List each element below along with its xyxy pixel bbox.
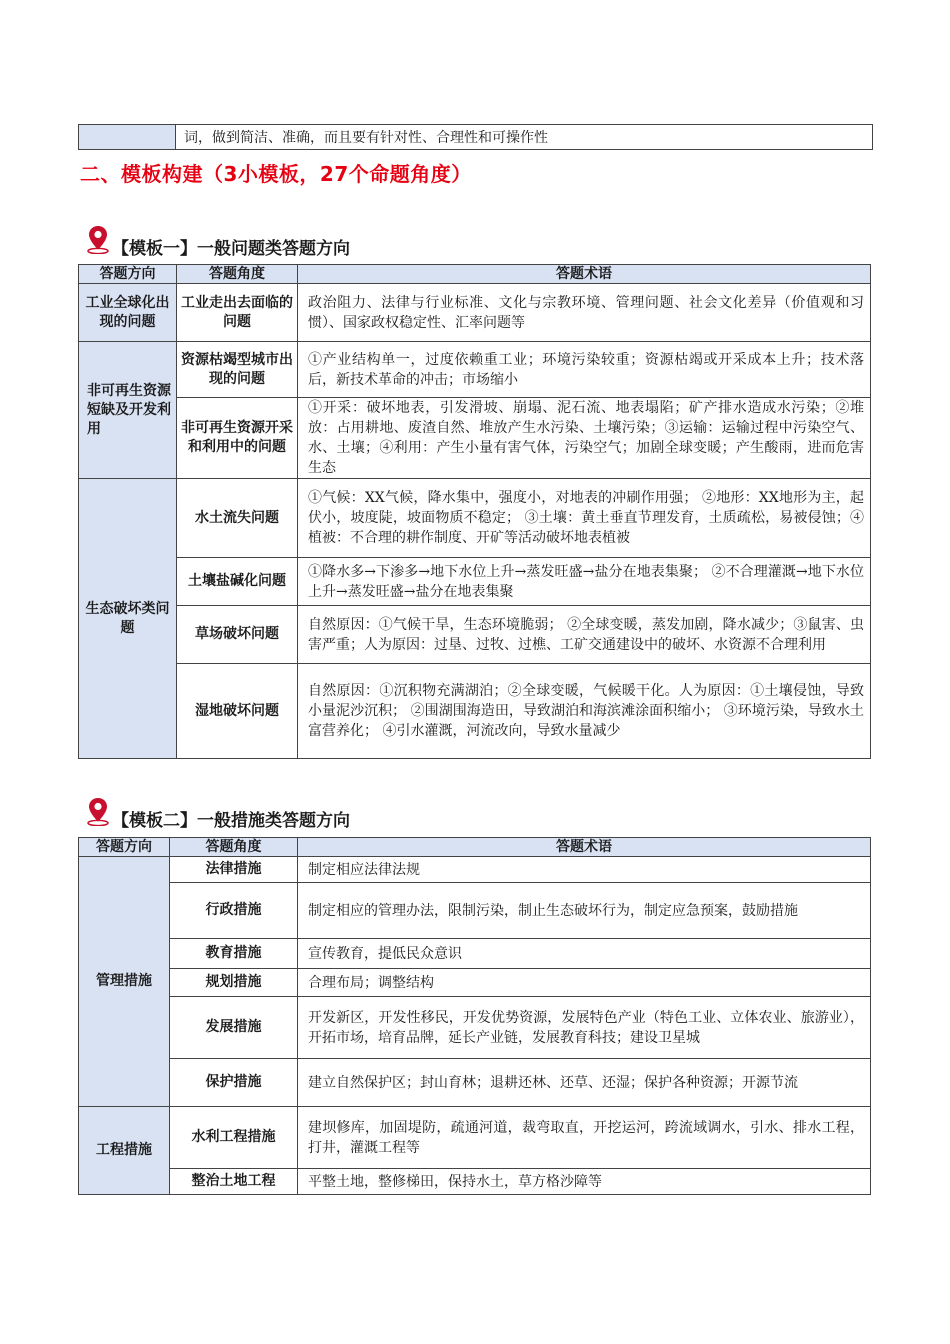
- table-row: [79, 857, 871, 883]
- table-row: [79, 342, 871, 398]
- angle-cell: 土壤盐碱化问题: [177, 558, 298, 606]
- template2-title-row: [86, 796, 350, 831]
- direction-cell: 非可再生资源短缺及开发利用: [79, 342, 177, 479]
- header-angle: 答题角度: [177, 265, 298, 284]
- table-row: [79, 1169, 871, 1195]
- table-row: [79, 606, 871, 664]
- header-terms: 答题术语: [298, 265, 871, 284]
- terms-cell: 建立自然保护区；封山育林；退耕还林、还草、还湿；保护各种资源；开源节流: [298, 1059, 871, 1107]
- table-row: [79, 939, 871, 969]
- header-direction: 答题方向: [79, 838, 170, 857]
- terms-cell: 政治阻力、法律与行业标准、文化与宗教环境、管理问题、社会文化差异（价值观和习惯）、国家政权稳定性、汇率问题等: [298, 284, 871, 342]
- angle-cell: 整治土地工程: [170, 1169, 298, 1195]
- table-row: [79, 1107, 871, 1169]
- terms-cell: 建坝修库，加固堤防，疏通河道，裁弯取直，开挖运河，跨流域调水，引水、排水工程，打井，灌溉工程等: [298, 1107, 871, 1169]
- table-row: [79, 664, 871, 759]
- template2-table: [78, 837, 871, 1195]
- direction-cell: 管理措施: [79, 857, 170, 1107]
- template1-table: [78, 264, 871, 759]
- angle-cell: 资源枯竭型城市出现的问题: [177, 342, 298, 398]
- header-direction: 答题方向: [79, 265, 177, 284]
- angle-cell: 发展措施: [170, 997, 298, 1059]
- table-row: [79, 558, 871, 606]
- terms-cell: 自然原因：①沉积物充满湖泊；②全球变暖，气候暖干化。人为原因：①土壤侵蚀，导致小量泥沙沉积； ②围湖围海造田，导致湖泊和海滨滩涂面积缩小； ③环境污染，导致水土富营养化； ④引水灌溉，河流改向，导致水量减少: [298, 664, 871, 759]
- header-angle: 答题角度: [170, 838, 298, 857]
- angle-cell: 草场破坏问题: [177, 606, 298, 664]
- table-row: [79, 1059, 871, 1107]
- header-terms: 答题术语: [298, 838, 871, 857]
- template1-title: 【模板一】一般问题类答题方向: [112, 239, 350, 259]
- angle-cell: 工业走出去面临的问题: [177, 284, 298, 342]
- map-pin-icon: [86, 224, 112, 259]
- angle-cell: 湿地破坏问题: [177, 664, 298, 759]
- terms-cell: 制定相应法律法规: [298, 857, 871, 883]
- terms-cell: 制定相应的管理办法，限制污染，制止生态破坏行为，制定应急预案，鼓励措施: [298, 883, 871, 939]
- section-heading: 二、模板构建（3小模板，27个命题角度）: [80, 162, 472, 186]
- table-row: [79, 883, 871, 939]
- carryover-table: [78, 124, 873, 150]
- terms-cell: ①气候：XX气候，降水集中，强度小，对地表的冲刷作用强； ②地形：XX地形为主，起伏小，坡度陡，坡面物质不稳定； ③土壤：黄土垂直节理发育，土质疏松，易被侵蚀；④植被：不合理的耕作制度、开矿等活动破坏地表植被: [298, 479, 871, 558]
- angle-cell: 水利工程措施: [170, 1107, 298, 1169]
- angle-cell: 非可再生资源开采和利用中的问题: [177, 398, 298, 479]
- angle-cell: 规划措施: [170, 969, 298, 997]
- angle-cell: 保护措施: [170, 1059, 298, 1107]
- terms-cell: 合理布局；调整结构: [298, 969, 871, 997]
- table-header-row: [79, 838, 871, 857]
- terms-cell: ①降水多→下渗多→地下水位上升→蒸发旺盛→盐分在地表集聚； ②不合理灌溉→地下水位上升→蒸发旺盛→盐分在地表集聚: [298, 558, 871, 606]
- template2-title: 【模板二】一般措施类答题方向: [112, 811, 350, 831]
- carryover-shaded-cell: [79, 125, 176, 150]
- table-row: [79, 997, 871, 1059]
- direction-cell: 生态破坏类问题: [79, 479, 177, 759]
- table-row: [79, 398, 871, 479]
- terms-cell: ①开采：破坏地表，引发滑坡、崩塌、泥石流、地表塌陷；矿产排水造成水污染；②堆放：占用耕地、废渣自然、堆放产生水污染、土壤污染；③运输：运输过程中污染空气、水、土壤；④利用：产生小量有害气体，污染空气；加剧全球变暖；产生酸雨，进而危害生态: [298, 398, 871, 479]
- angle-cell: 法律措施: [170, 857, 298, 883]
- angle-cell: 教育措施: [170, 939, 298, 969]
- angle-cell: 水土流失问题: [177, 479, 298, 558]
- angle-cell: 行政措施: [170, 883, 298, 939]
- terms-cell: ①产业结构单一，过度依赖重工业；环境污染较重；资源枯竭或开采成本上升；技术落后，新技术革命的冲击；市场缩小: [298, 342, 871, 398]
- terms-cell: 开发新区，开发性移民，开发优势资源，发展特色产业（特色工业、立体农业、旅游业），开拓市场，培育品牌，延长产业链，发展教育科技；建设卫星城: [298, 997, 871, 1059]
- terms-cell: 平整土地，整修梯田，保持水土，草方格沙障等: [298, 1169, 871, 1195]
- map-pin-icon: [86, 796, 112, 831]
- table-row: [79, 284, 871, 342]
- direction-cell: 工业全球化出现的问题: [79, 284, 177, 342]
- direction-cell: 工程措施: [79, 1107, 170, 1195]
- table-row: [79, 479, 871, 558]
- table-row: [79, 969, 871, 997]
- table-header-row: [79, 265, 871, 284]
- template1-title-row: [86, 224, 350, 259]
- carryover-text: 词，做到简洁、准确，而且要有针对性、合理性和可操作性: [176, 125, 873, 150]
- terms-cell: 宣传教育，提低民众意识: [298, 939, 871, 969]
- terms-cell: 自然原因：①气候干旱，生态环境脆弱； ②全球变暖，蒸发加剧，降水减少；③鼠害、虫害严重；人为原因：过垦、过牧、过樵、工矿交通建设中的破坏、水资源不合理利用: [298, 606, 871, 664]
